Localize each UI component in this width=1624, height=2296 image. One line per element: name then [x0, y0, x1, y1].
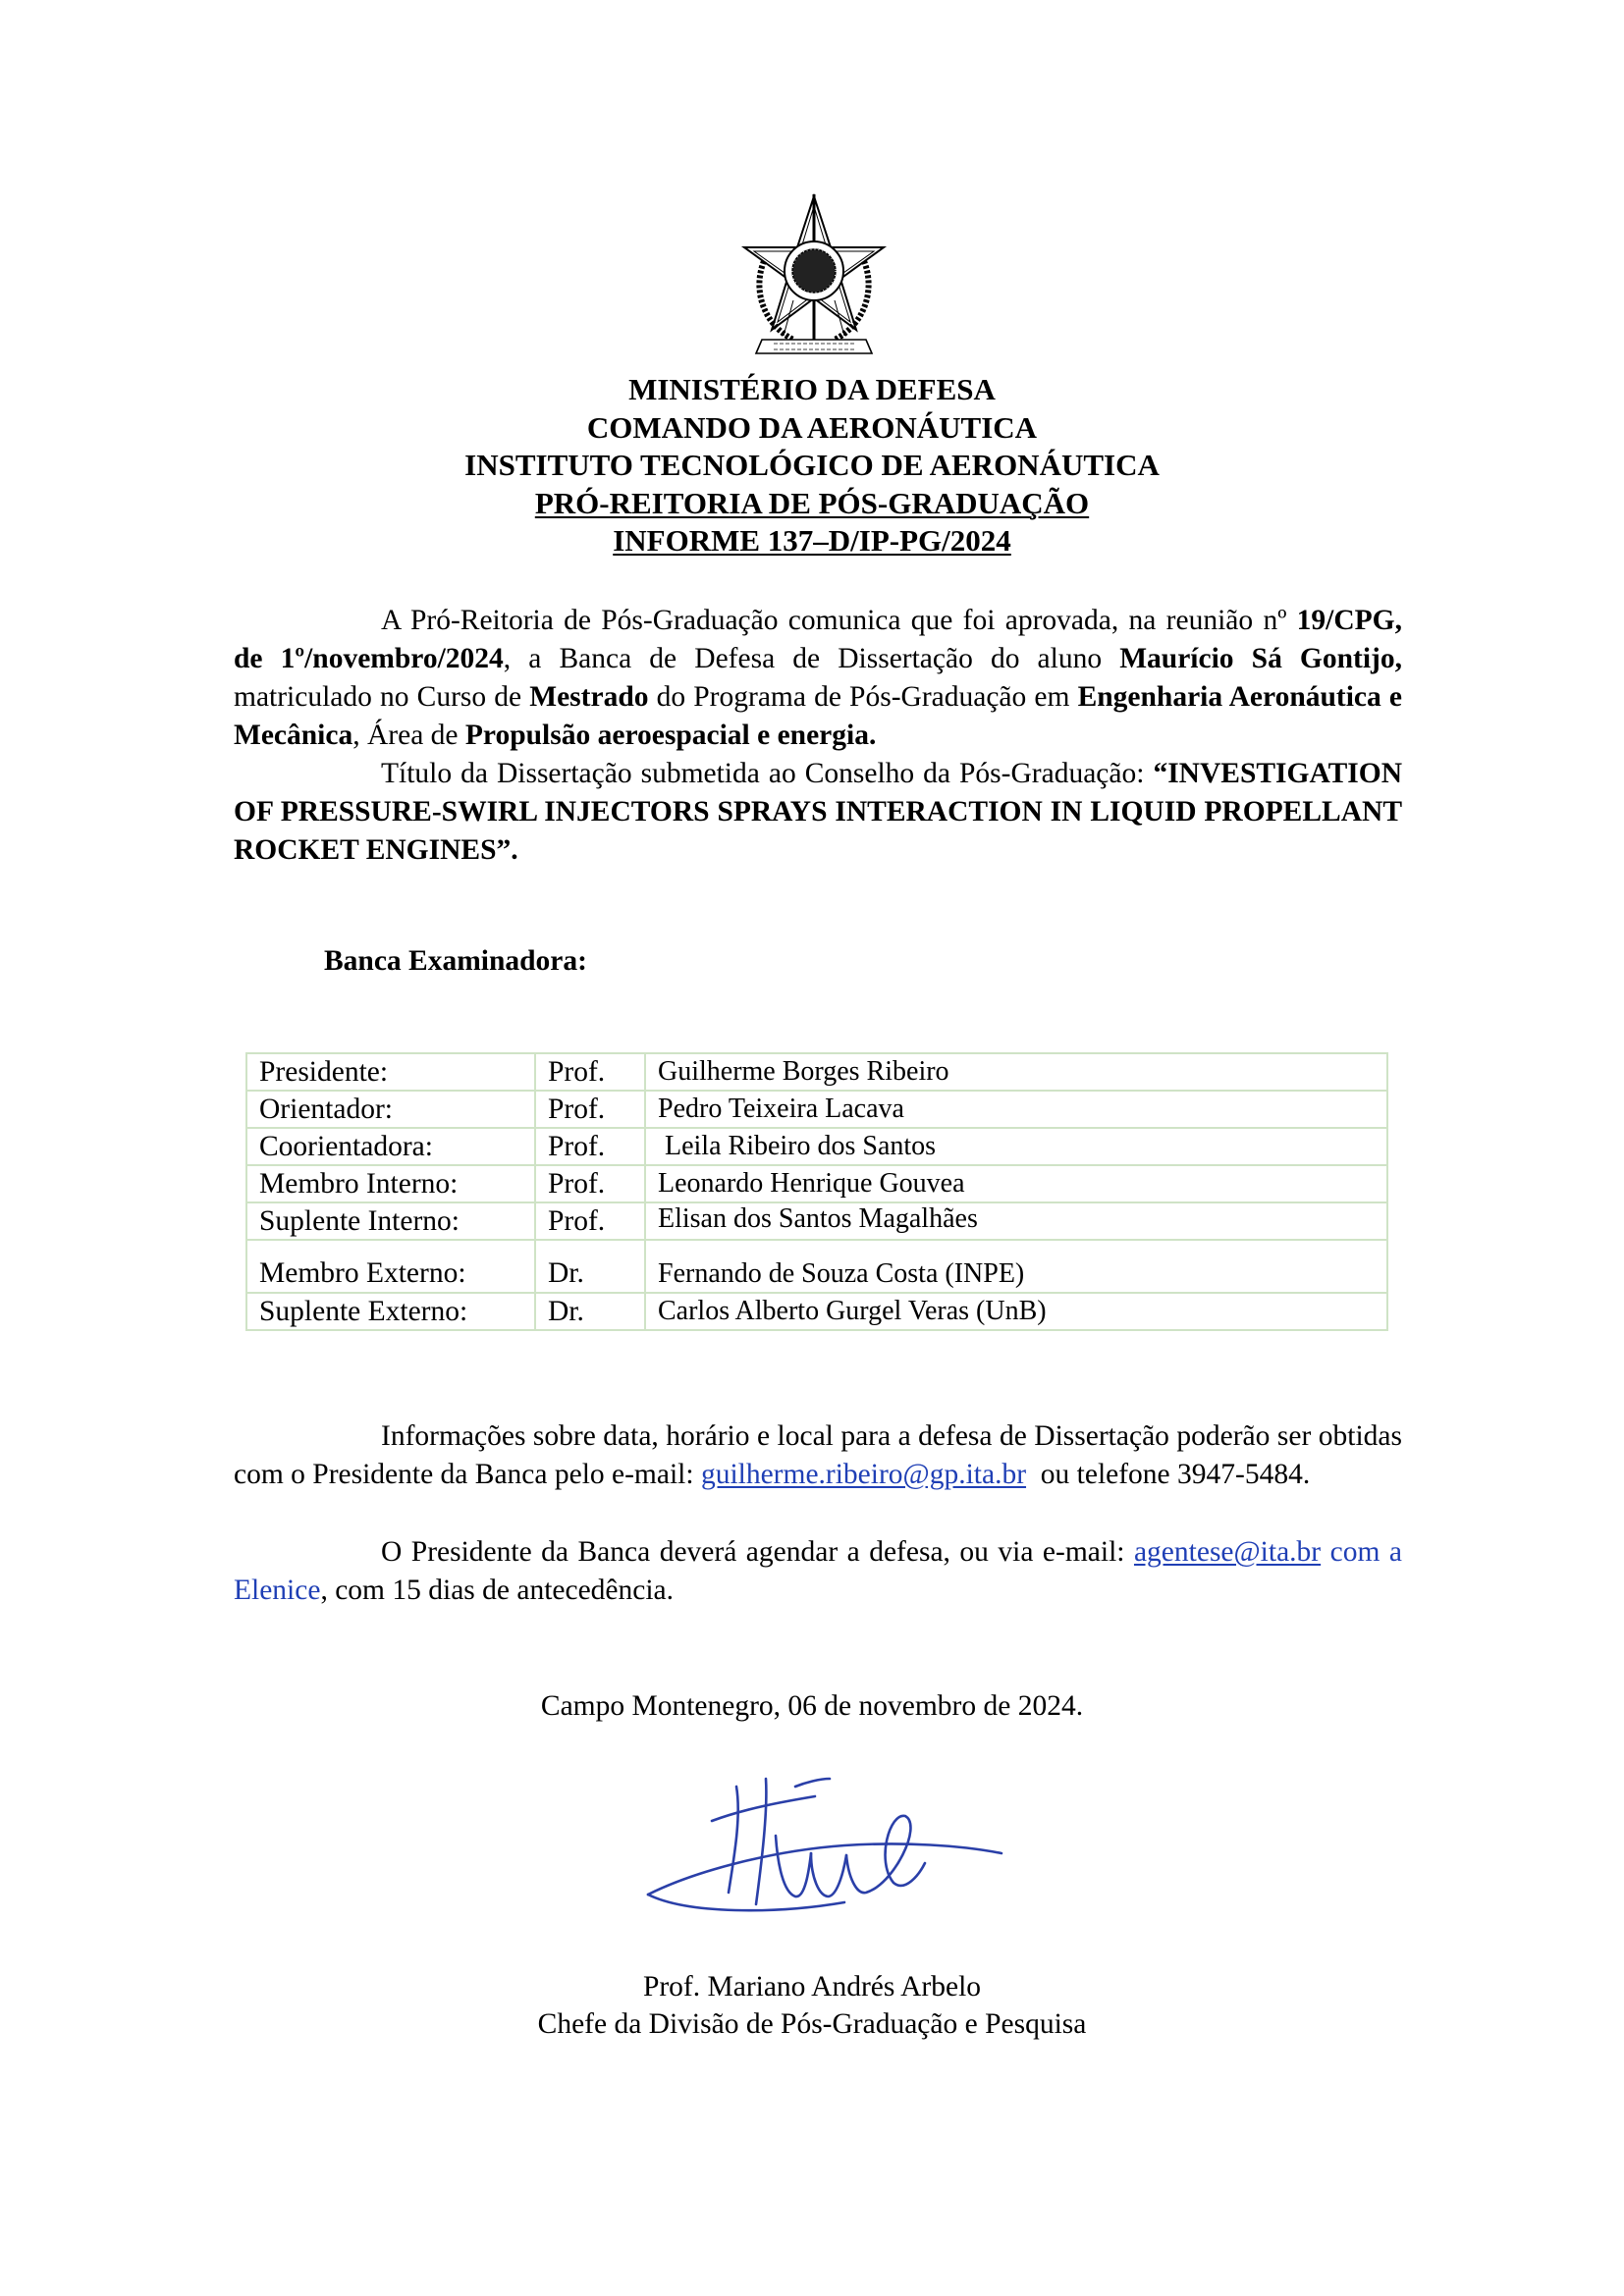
program-name: Engenharia Aeronáutica e Mecânica [234, 681, 1402, 751]
text-segment: O Presidente da Banca deverá agendar a defesa, ou via e-mail: [381, 1536, 1134, 1568]
contact-paragraph [234, 1417, 1402, 1494]
table-row [246, 1165, 1387, 1202]
table-row [246, 1202, 1387, 1240]
dissertation-title: “INVESTIGATION OF PRESSURE-SWIRL INJECTORS SPRAYS INTERACTION IN LIQUID PROPELLANT ROCKET ENGINES”. [234, 758, 1402, 866]
scheduling-paragraph [234, 1533, 1402, 1610]
committee-heading: Banca Examinadora: [324, 945, 587, 977]
scheduling-email-link[interactable]: agentese@ita.br [1133, 1536, 1322, 1568]
member-title: Prof. [535, 1202, 645, 1240]
member-role: Orientador: [246, 1091, 535, 1128]
research-area: Propulsão aeroespacial e energia. [464, 720, 877, 751]
place-and-date: Campo Montenegro, 06 de novembro de 2024. [540, 1690, 1084, 1722]
dissertation-intro: Título da Dissertação submetida ao Conselho da Pós-Graduação: [381, 758, 1145, 789]
text-segment: do Programa de Pós-Graduação em [648, 681, 1078, 713]
text-segment: , a Banca de Defesa de Dissertação do aluno [503, 643, 1120, 674]
signer-block [0, 1968, 1624, 2043]
text-segment: , Área de [352, 720, 465, 751]
signer-position: Chefe da Divisão de Pós-Graduação e Pesquisa [537, 2008, 1087, 2040]
member-title: Dr. [535, 1293, 645, 1330]
text-segment: Informações sobre data, horário e local para a defesa de Dissertação poderão ser obtidas com o Presidente da Banca pelo e-mail: [234, 1420, 1402, 1490]
text-segment: matriculado no Curso de [234, 681, 530, 713]
command-name: COMANDO DA AERONÁUTICA [586, 409, 1038, 445]
president-email-link[interactable]: guilherme.ribeiro@gp.ita.br [700, 1459, 1027, 1490]
member-role: Coorientadora: [246, 1128, 535, 1165]
member-name: Pedro Teixeira Lacava [645, 1091, 1387, 1128]
text-segment: , com 15 dias de antecedência. [320, 1575, 675, 1606]
member-title: Prof. [535, 1128, 645, 1165]
member-name: Fernando de Souza Costa (INPE) [645, 1240, 1387, 1293]
table-row [246, 1128, 1387, 1165]
approval-paragraph [234, 602, 1402, 870]
member-title: Prof. [535, 1165, 645, 1202]
member-title: Dr. [535, 1240, 645, 1293]
member-name: Guilherme Borges Ribeiro [645, 1053, 1387, 1091]
signer-name: Prof. Mariano Andrés Arbelo [642, 1971, 982, 2002]
department-name: PRÓ-REITORIA DE PÓS-GRADUAÇÃO [534, 485, 1090, 520]
committee-table [245, 1052, 1388, 1331]
member-name: Carlos Alberto Gurgel Veras (UnB) [645, 1293, 1387, 1330]
member-role: Membro Interno: [246, 1165, 535, 1202]
member-role: Suplente Externo: [246, 1293, 535, 1330]
contact-person: com a Elenice [234, 1536, 1402, 1606]
informe-number: INFORME 137–D/IP-PG/2024 [613, 523, 1011, 558]
table-row [246, 1293, 1387, 1330]
table-row [246, 1091, 1387, 1128]
document-header [0, 371, 1624, 561]
member-role: Presidente: [246, 1053, 535, 1091]
handwritten-signature-icon [619, 1767, 1011, 1934]
member-name: Leonardo Henrique Gouvea [645, 1165, 1387, 1202]
member-role: Membro Externo: [246, 1240, 535, 1293]
table-row [246, 1240, 1387, 1293]
course-level: Mestrado [529, 681, 649, 713]
table-row [246, 1053, 1387, 1091]
text-segment: ou telefone 3947-5484. [1026, 1459, 1311, 1490]
brazil-coat-of-arms-icon [734, 192, 893, 365]
institute-name: INSTITUTO TECNOLÓGICO DE AERONÁUTICA [464, 448, 1160, 482]
text-segment: A Pró-Reitoria de Pós-Graduação comunica que foi aprovada, na reunião nº [381, 605, 1297, 636]
member-name: Leila Ribeiro dos Santos [645, 1128, 1387, 1165]
member-role: Suplente Interno: [246, 1202, 535, 1240]
ministry-name: MINISTÉRIO DA DEFESA [628, 372, 996, 406]
meeting-reference: 19/CPG, de 1º/novembro/2024 [234, 605, 1402, 674]
student-name: Maurício Sá Gontijo, [1119, 643, 1403, 674]
member-name: Elisan dos Santos Magalhães [645, 1202, 1387, 1240]
member-title: Prof. [535, 1091, 645, 1128]
member-title: Prof. [535, 1053, 645, 1091]
